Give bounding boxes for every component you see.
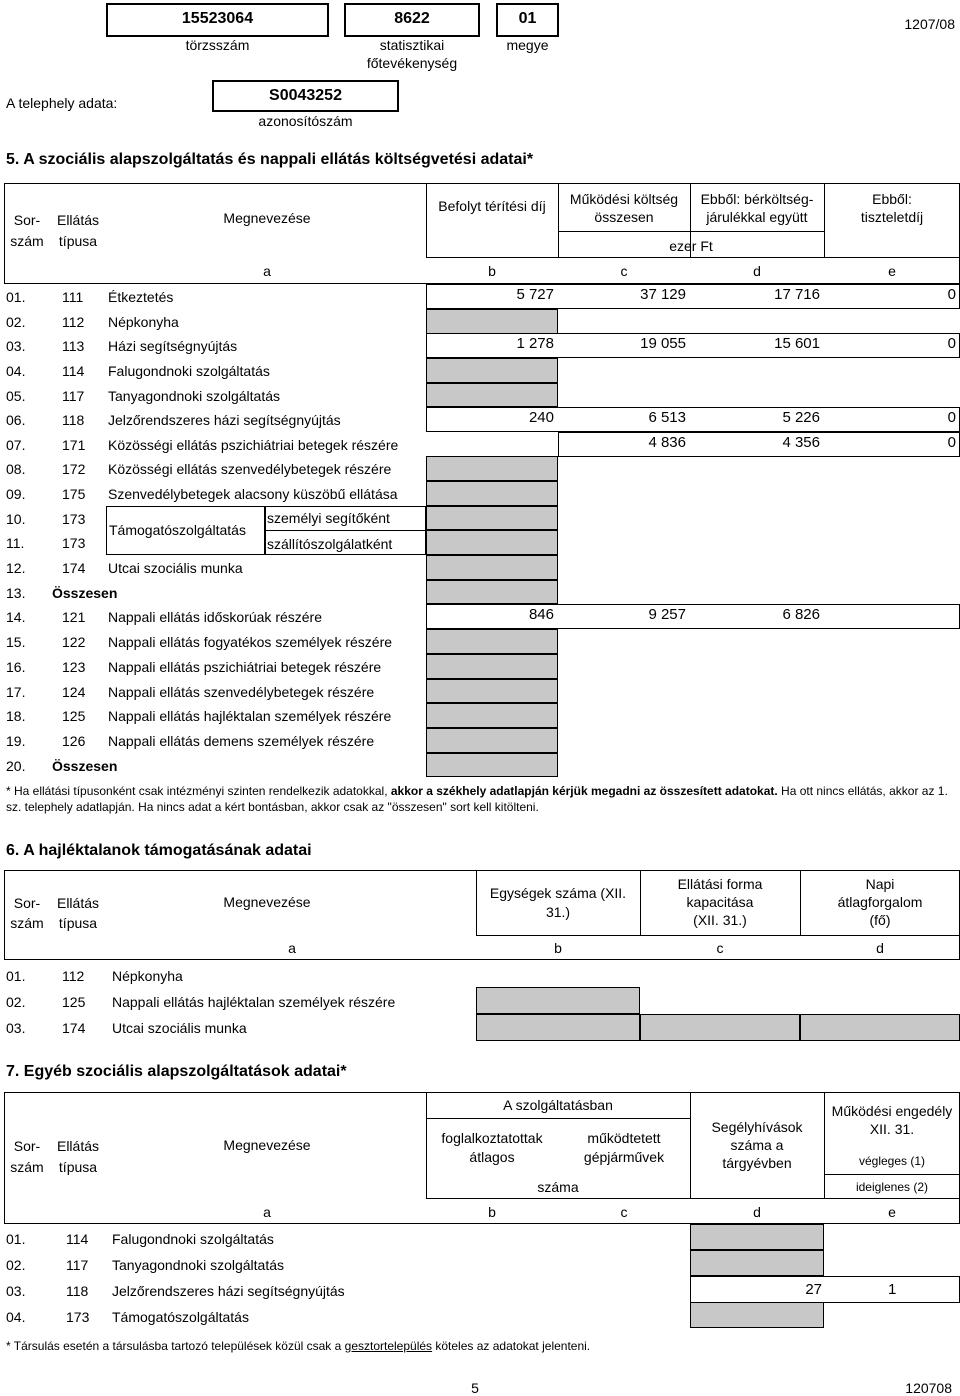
megye-value: 01	[518, 10, 537, 27]
row-type-code: 117	[66, 1257, 89, 1273]
szallito-label: szállítószolgálatként	[267, 536, 393, 552]
s6-ellatas-1: Ellátás	[56, 895, 100, 911]
s5-grey-cell	[426, 580, 558, 604]
s7-ellatas-1: Ellátás	[56, 1138, 100, 1154]
row-number: 15.	[6, 634, 26, 650]
row-number: 02.	[6, 1257, 26, 1273]
s5-grey-cell	[426, 679, 558, 703]
row-type-code: 172	[62, 461, 86, 477]
cell-mukodesi: 9 257	[648, 606, 686, 623]
row-type-code: 112	[62, 968, 85, 984]
cell-tiszteletdij: 0	[947, 335, 956, 352]
s5-grey-cell	[426, 629, 558, 654]
row-name: Közösségi ellátás szenvedélybetegek részére	[108, 461, 392, 477]
row-type-code: 174	[62, 560, 86, 576]
row-type-code: 175	[62, 486, 86, 502]
s6-egysegek-2: 31.)	[545, 904, 571, 920]
s5-grey-cell	[426, 309, 558, 334]
row-type-code: 173	[62, 535, 86, 551]
row-type-code: 125	[62, 994, 86, 1010]
azonosito-label: azonosítószám	[258, 113, 353, 129]
s5-megnevezes: Megnevezése	[223, 210, 311, 226]
s5-footnote-prefix: * Ha ellátási típusonként csak intézményi szinten rendelkezik adatokkal,	[6, 784, 391, 798]
cell-tiszteletdij: 0	[947, 286, 956, 303]
s5-grey-cell	[426, 654, 558, 679]
s6-sor-1: Sor-	[13, 895, 41, 911]
s5-befolyt: Befolyt térítési díj	[438, 198, 546, 214]
row-number: 07.	[6, 437, 26, 453]
row-name: Falugondnoki szolgáltatás	[108, 363, 270, 379]
row-name: Népkonyha	[108, 314, 179, 330]
s6-egysegek-1: Egységek száma (XII.	[489, 885, 627, 901]
row-number: 03.	[6, 1283, 26, 1299]
s6-col-b: b	[554, 940, 562, 956]
cell-berkoltseg: 4 356	[782, 434, 820, 451]
s5-grey-cell	[426, 728, 558, 753]
row-type-code: 125	[62, 708, 86, 724]
s6-napi-1: Napi	[865, 876, 895, 892]
s5-grey-cell	[426, 456, 558, 481]
row-number: 01.	[6, 968, 26, 984]
s5-col-b: b	[488, 263, 496, 279]
row-type-code: 123	[62, 659, 86, 675]
s7-szama: száma	[537, 1179, 579, 1195]
total-label: Összesen	[52, 585, 118, 601]
row-name: Nappali ellátás fogyatékos személyek részére	[108, 634, 393, 650]
row-number: 09.	[6, 486, 26, 502]
s7-engedely-1: Működési engedély	[831, 1103, 953, 1119]
row-number: 01.	[6, 1231, 26, 1247]
row-type-code: 111	[62, 289, 84, 305]
s6-kap-2: kapacitása	[686, 894, 754, 910]
row-number: 10.	[6, 511, 26, 527]
s7-vegleges: végleges (1)	[858, 1154, 926, 1168]
row-name: Közösségi ellátás pszichiátriai betegek részére	[108, 437, 399, 453]
row-name: Népkonyha	[112, 968, 183, 984]
s7-ideiglenes: ideiglenes (2)	[855, 1180, 929, 1194]
s6-kap-3: (XII. 31.)	[693, 912, 747, 928]
s7-szolgaltatasban: A szolgáltatásban	[503, 1097, 613, 1113]
s7-gepjarmu-1: működtetett	[587, 1130, 661, 1146]
statisztikai-label-1: statisztikai	[379, 37, 445, 53]
s7-footnote	[6, 1338, 958, 1354]
s5-ebbol-tisz-1: Ebből:	[872, 191, 912, 207]
row-name: Nappali ellátás hajléktalan személyek részére	[108, 708, 392, 724]
s5-footnote	[6, 783, 958, 815]
row-type-code: 117	[62, 388, 85, 404]
s7-footnote-prefix: * Társulás esetén a társulásba tartozó települések közül csak a	[6, 1339, 345, 1353]
azonosito-value: S0043252	[269, 87, 342, 104]
s7-grey-cell	[690, 1302, 824, 1328]
s5-ellatas-1: Ellátás	[56, 212, 100, 228]
doc-code: 1207/08	[904, 16, 955, 32]
row-name: Nappali ellátás szenvedélybetegek részére	[108, 684, 375, 700]
s6-napi-2: átlagforgalom	[837, 894, 923, 910]
row-number: 03.	[6, 338, 26, 354]
row-number: 20.	[6, 758, 26, 774]
cell-befolyt: 240	[528, 409, 554, 426]
row-type-code: 114	[62, 363, 85, 379]
section6-title: 6. A hajléktalanok támogatásának adatai	[6, 842, 312, 859]
s7-segelyhivasok-3: tárgyévben	[722, 1155, 792, 1171]
row-number: 02.	[6, 314, 26, 330]
s7-engedely-2: XII. 31.	[869, 1121, 915, 1137]
cell-berkoltseg: 15 601	[774, 335, 820, 352]
row-name: Étkeztetés	[108, 289, 174, 305]
s7-foglalkoztatottak-2: átlagos	[469, 1149, 515, 1165]
s7-col-a: a	[263, 1204, 271, 1220]
row-name: Utcai szociális munka	[112, 1020, 247, 1036]
row-type-code: 113	[62, 338, 85, 354]
s5-col-c: c	[620, 263, 628, 279]
s5-col-e: e	[888, 263, 896, 279]
row-number: 04.	[6, 363, 26, 379]
s5-grey-cell	[426, 506, 558, 530]
row-name: Tanyagondnoki szolgáltatás	[112, 1257, 285, 1273]
cell-mukodesi: 37 129	[640, 286, 686, 303]
row-number: 08.	[6, 461, 26, 477]
s5-unit: ezer Ft	[669, 238, 713, 254]
row-number: 17.	[6, 684, 26, 700]
section7-title: 7. Egyéb szociális alapszolgáltatások adatai*	[6, 1063, 347, 1080]
row-name: Utcai szociális munka	[108, 560, 243, 576]
cell-berkoltseg: 5 226	[782, 409, 820, 426]
s6-grey-cell	[476, 1014, 640, 1041]
cell-befolyt: 5 727	[516, 286, 554, 303]
page-number: 5	[471, 1380, 479, 1396]
s6-col-a: a	[288, 940, 296, 956]
row-number: 03.	[6, 1020, 26, 1036]
statisztikai-label-2: főtevékenység	[366, 55, 458, 71]
cell-berkoltseg: 17 716	[774, 286, 820, 303]
row-name: Támogatószolgáltatás	[112, 1309, 249, 1325]
s7-ellatas-2: típusa	[58, 1159, 98, 1175]
s5-grey-cell	[426, 530, 558, 555]
row-type-code: 118	[66, 1283, 89, 1299]
tamogato-label: Támogatószolgáltatás	[109, 522, 246, 538]
row-name: Házi segítségnyújtás	[108, 338, 238, 354]
row-name: Jelzőrendszeres házi segítségnyújtás	[112, 1283, 345, 1299]
s5-grey-cell	[426, 753, 558, 777]
s7-footnote-suffix: köteles az adatokat jelenteni.	[432, 1339, 591, 1353]
row-number: 05.	[6, 388, 26, 404]
row-name: Nappali ellátás pszichiátriai betegek részére	[108, 659, 382, 675]
row-number: 18.	[6, 708, 26, 724]
s5-grey-cell	[426, 383, 558, 407]
s6-sor-2: szám	[10, 915, 44, 931]
s5-ellatas-2: típusa	[58, 233, 98, 249]
cell-mukodesi: 19 055	[640, 335, 686, 352]
cell-mukodesi: 6 513	[648, 409, 686, 426]
row-number: 12.	[6, 560, 26, 576]
s5-ebbol-ber-2: járulékkal együtt	[706, 209, 808, 225]
s5-footnote-suffix: Ha ott nincs ellátás, akkor az 1. sz. telephely adatlapján. Ha nincs adat a kért bontásban, akkor csak az "összesen" sort kell kitölteni.	[6, 784, 948, 814]
s7-sor-1: Sor-	[13, 1138, 41, 1154]
torzsszam-label: törzsszám	[185, 37, 250, 53]
s6-megnevezes: Megnevezése	[223, 894, 311, 910]
s6-grey-cell	[476, 987, 640, 1014]
row-name: Tanyagondnoki szolgáltatás	[108, 388, 281, 404]
s7-footnote-link[interactable]: gesztortelepülés	[344, 1339, 433, 1353]
s5-mukodesi-1: Működési költség	[569, 191, 679, 207]
telephely-label: A telephely adata:	[6, 95, 118, 111]
row-type-code: 173	[66, 1309, 90, 1325]
s6-col-c: c	[716, 940, 724, 956]
row-name: Nappali ellátás időskorúak részére	[108, 609, 322, 625]
s7-col-d: d	[753, 1204, 761, 1220]
s5-ebbol-ber-1: Ebből: bérköltség-	[700, 191, 814, 207]
s6-kap-1: Ellátási forma	[677, 876, 763, 892]
row-number: 14.	[6, 609, 26, 625]
total-label: Összesen	[52, 758, 118, 774]
row-type-code: 122	[62, 634, 86, 650]
row-type-code: 173	[62, 511, 86, 527]
torzsszam-value: 15523064	[181, 10, 254, 27]
row-number: 13.	[6, 585, 26, 601]
row-type-code: 114	[66, 1231, 89, 1247]
row-number: 11.	[6, 535, 25, 551]
cell-befolyt: 1 278	[516, 335, 554, 352]
s7-segelyhivasok-2: száma a	[730, 1137, 784, 1153]
footer-code: 120708	[905, 1380, 952, 1396]
s6-col-d: d	[876, 940, 884, 956]
s5-col-d: d	[753, 263, 761, 279]
row-name: Falugondnoki szolgáltatás	[112, 1231, 274, 1247]
row-number: 16.	[6, 659, 26, 675]
s5-grey-cell	[426, 703, 558, 728]
s7-col-e: e	[888, 1204, 896, 1220]
megye-label: megye	[506, 37, 549, 53]
s6-grey-cell	[800, 1014, 960, 1041]
cell-befolyt: 846	[528, 606, 554, 623]
cell-berkoltseg: 6 826	[782, 606, 820, 623]
row-type-code: 171	[62, 437, 86, 453]
s6-ellatas-2: típusa	[58, 915, 98, 931]
row-type-code: 121	[62, 609, 86, 625]
row-number: 04.	[6, 1309, 26, 1325]
s5-ebbol-tisz-2: tiszteletdíj	[860, 209, 924, 225]
s7-gepjarmu-2: gépjárművek	[583, 1149, 665, 1165]
row-name: Nappali ellátás hajléktalan személyek részére	[112, 994, 396, 1010]
row-name: Jelzőrendszeres házi segítségnyújtás	[108, 412, 341, 428]
s7-foglalkoztatottak-1: foglalkoztatottak	[441, 1130, 543, 1146]
cell-tiszteletdij: 0	[947, 434, 956, 451]
statisztikai-value: 8622	[394, 10, 430, 27]
row-type-code: 174	[62, 1020, 86, 1036]
row-name: Szenvedélybetegek alacsony küszöbű ellátása	[108, 486, 398, 502]
s5-grey-cell	[426, 481, 558, 506]
s7-grey-cell	[690, 1250, 824, 1276]
row-number: 06.	[6, 412, 26, 428]
s5-sor-1: Sor-	[13, 212, 41, 228]
s7-col-c: c	[620, 1204, 628, 1220]
row-name: Nappali ellátás demens személyek részére	[108, 733, 375, 749]
s5-footnote-bold: akkor a székhely adatlapján kérjük megadni az összesített adatokat.	[390, 784, 778, 798]
s5-grey-cell	[426, 358, 558, 383]
s7-segelyhivasok-1: Segélyhívások	[711, 1119, 803, 1135]
s6-napi-3: (fő)	[869, 912, 891, 928]
row-number: 02.	[6, 994, 26, 1010]
row-type-code: 126	[62, 733, 86, 749]
s6-grey-cell	[640, 1014, 800, 1041]
s5-grey-cell	[426, 555, 558, 580]
s7-col-b: b	[488, 1204, 496, 1220]
cell-mukodesi: 4 836	[648, 434, 686, 451]
row-type-code: 112	[62, 314, 85, 330]
s7-megnevezes: Megnevezése	[223, 1137, 311, 1153]
section5-title: 5. A szociális alapszolgáltatás és nappali ellátás költségvetési adatai*	[6, 151, 534, 168]
cell-engedely: 1	[888, 1281, 897, 1298]
s7-grey-cell	[690, 1224, 824, 1250]
s5-col-a: a	[263, 263, 271, 279]
s7-sor-2: szám	[10, 1159, 44, 1175]
row-type-code: 124	[62, 684, 86, 700]
row-type-code: 118	[62, 412, 85, 428]
s5-sor-2: szám	[10, 233, 44, 249]
s5-mukodesi-2: összesen	[594, 209, 654, 225]
row-number: 01.	[6, 289, 26, 305]
cell-segelyhivasok: 27	[805, 1281, 822, 1298]
szemelyi-label: személyi segítőként	[267, 510, 390, 526]
row-number: 19.	[6, 733, 26, 749]
cell-tiszteletdij: 0	[947, 409, 956, 426]
